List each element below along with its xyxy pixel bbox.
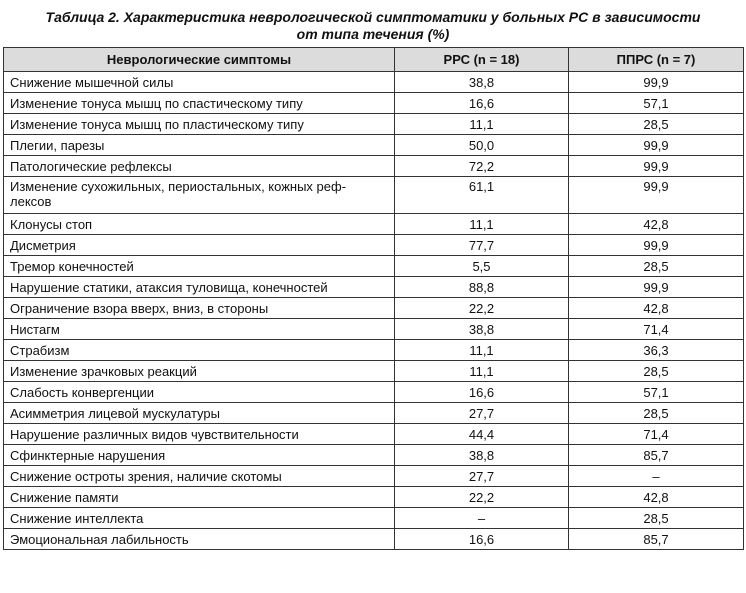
pprs-value-cell: 85,7 xyxy=(569,529,744,550)
header-pprs: ППРС (n = 7) xyxy=(569,48,744,72)
pprs-value-cell: 42,8 xyxy=(569,487,744,508)
table-row xyxy=(4,156,744,177)
caption-line-1: Таблица 2. Характеристика неврологической симптоматики у больных РС в зависимости xyxy=(45,9,701,25)
pprs-value-cell: 28,5 xyxy=(569,403,744,424)
rrs-value-cell: 22,2 xyxy=(395,487,569,508)
table-row xyxy=(4,466,744,487)
pprs-value-cell: 99,9 xyxy=(569,72,744,93)
pprs-value-cell: 85,7 xyxy=(569,445,744,466)
table-row xyxy=(4,340,744,361)
symptom-cell: Снижение мышечной силы xyxy=(4,72,395,93)
table-caption xyxy=(0,9,746,43)
symptom-cell: Изменение тонуса мышц по пластическому типу xyxy=(4,114,395,135)
symptom-cell: Сфинктерные нарушения xyxy=(4,445,395,466)
table-row xyxy=(4,319,744,340)
symptom-cell: Страбизм xyxy=(4,340,395,361)
rrs-value-cell: 11,1 xyxy=(395,214,569,235)
pprs-value-cell: 36,3 xyxy=(569,340,744,361)
table-row xyxy=(4,382,744,403)
symptom-cell: Ограничение взора вверх, вниз, в стороны xyxy=(4,298,395,319)
pprs-value-cell: 71,4 xyxy=(569,319,744,340)
rrs-value-cell: 11,1 xyxy=(395,114,569,135)
pprs-value-cell: 99,9 xyxy=(569,277,744,298)
symptom-cell: Плегии, парезы xyxy=(4,135,395,156)
symptoms-table xyxy=(3,47,744,550)
pprs-value-cell: 28,5 xyxy=(569,114,744,135)
symptom-cell: Нистагм xyxy=(4,319,395,340)
table-row xyxy=(4,508,744,529)
rrs-value-cell: 38,8 xyxy=(395,72,569,93)
rrs-value-cell: 44,4 xyxy=(395,424,569,445)
symptom-cell: Нарушение статики, атаксия туловища, конечностей xyxy=(4,277,395,298)
table-row xyxy=(4,361,744,382)
table-header xyxy=(4,48,744,72)
pprs-value-cell: 99,9 xyxy=(569,135,744,156)
table-row xyxy=(4,487,744,508)
rrs-value-cell: – xyxy=(395,508,569,529)
rrs-value-cell: 11,1 xyxy=(395,340,569,361)
symptom-cell: Снижение памяти xyxy=(4,487,395,508)
table-row xyxy=(4,93,744,114)
pprs-value-cell: 42,8 xyxy=(569,298,744,319)
table-row xyxy=(4,214,744,235)
pprs-value-cell: 28,5 xyxy=(569,256,744,277)
rrs-value-cell: 38,8 xyxy=(395,319,569,340)
symptom-cell: Изменение зрачковых реакций xyxy=(4,361,395,382)
symptom-cell: Изменение тонуса мышц по спастическому типу xyxy=(4,93,395,114)
table-row xyxy=(4,135,744,156)
pprs-value-cell: 28,5 xyxy=(569,508,744,529)
rrs-value-cell: 50,0 xyxy=(395,135,569,156)
rrs-value-cell: 27,7 xyxy=(395,466,569,487)
symptom-cell: Асимметрия лицевой мускулатуры xyxy=(4,403,395,424)
pprs-value-cell: – xyxy=(569,466,744,487)
rrs-value-cell: 38,8 xyxy=(395,445,569,466)
table-row xyxy=(4,529,744,550)
symptom-cell: Нарушение различных видов чувствительности xyxy=(4,424,395,445)
header-symptoms: Неврологические симптомы xyxy=(4,48,395,72)
rrs-value-cell: 16,6 xyxy=(395,382,569,403)
table-row xyxy=(4,72,744,93)
rrs-value-cell: 16,6 xyxy=(395,529,569,550)
rrs-value-cell: 11,1 xyxy=(395,361,569,382)
pprs-value-cell: 99,9 xyxy=(569,156,744,177)
symptom-cell: Клонусы стоп xyxy=(4,214,395,235)
rrs-value-cell: 5,5 xyxy=(395,256,569,277)
rrs-value-cell: 72,2 xyxy=(395,156,569,177)
pprs-value-cell: 57,1 xyxy=(569,93,744,114)
table-row xyxy=(4,277,744,298)
symptom-cell: Тремор конечностей xyxy=(4,256,395,277)
rrs-value-cell: 61,1 xyxy=(395,177,569,214)
symptom-cell: Слабость конвергенции xyxy=(4,382,395,403)
rrs-value-cell: 77,7 xyxy=(395,235,569,256)
symptom-cell: Патологические рефлексы xyxy=(4,156,395,177)
header-row xyxy=(4,48,744,72)
pprs-value-cell: 99,9 xyxy=(569,177,744,214)
table-row xyxy=(4,298,744,319)
rrs-value-cell: 22,2 xyxy=(395,298,569,319)
symptom-cell: Изменение сухожильных, периостальных, кожных реф- лексов xyxy=(4,177,395,214)
symptom-cell: Эмоциональная лабильность xyxy=(4,529,395,550)
table-body xyxy=(4,72,744,550)
symptom-cell: Дисметрия xyxy=(4,235,395,256)
caption-line-2: от типа течения (%) xyxy=(296,26,450,42)
rrs-value-cell: 27,7 xyxy=(395,403,569,424)
symptom-cell: Снижение интеллекта xyxy=(4,508,395,529)
pprs-value-cell: 28,5 xyxy=(569,361,744,382)
table-row xyxy=(4,235,744,256)
table-row xyxy=(4,403,744,424)
rrs-value-cell: 16,6 xyxy=(395,93,569,114)
pprs-value-cell: 57,1 xyxy=(569,382,744,403)
table-row xyxy=(4,445,744,466)
table-row xyxy=(4,256,744,277)
pprs-value-cell: 71,4 xyxy=(569,424,744,445)
rrs-value-cell: 88,8 xyxy=(395,277,569,298)
table-row xyxy=(4,424,744,445)
table-row xyxy=(4,114,744,135)
pprs-value-cell: 99,9 xyxy=(569,235,744,256)
table-row xyxy=(4,177,744,214)
header-rrs: РРС (n = 18) xyxy=(395,48,569,72)
pprs-value-cell: 42,8 xyxy=(569,214,744,235)
symptom-cell: Снижение остроты зрения, наличие скотомы xyxy=(4,466,395,487)
